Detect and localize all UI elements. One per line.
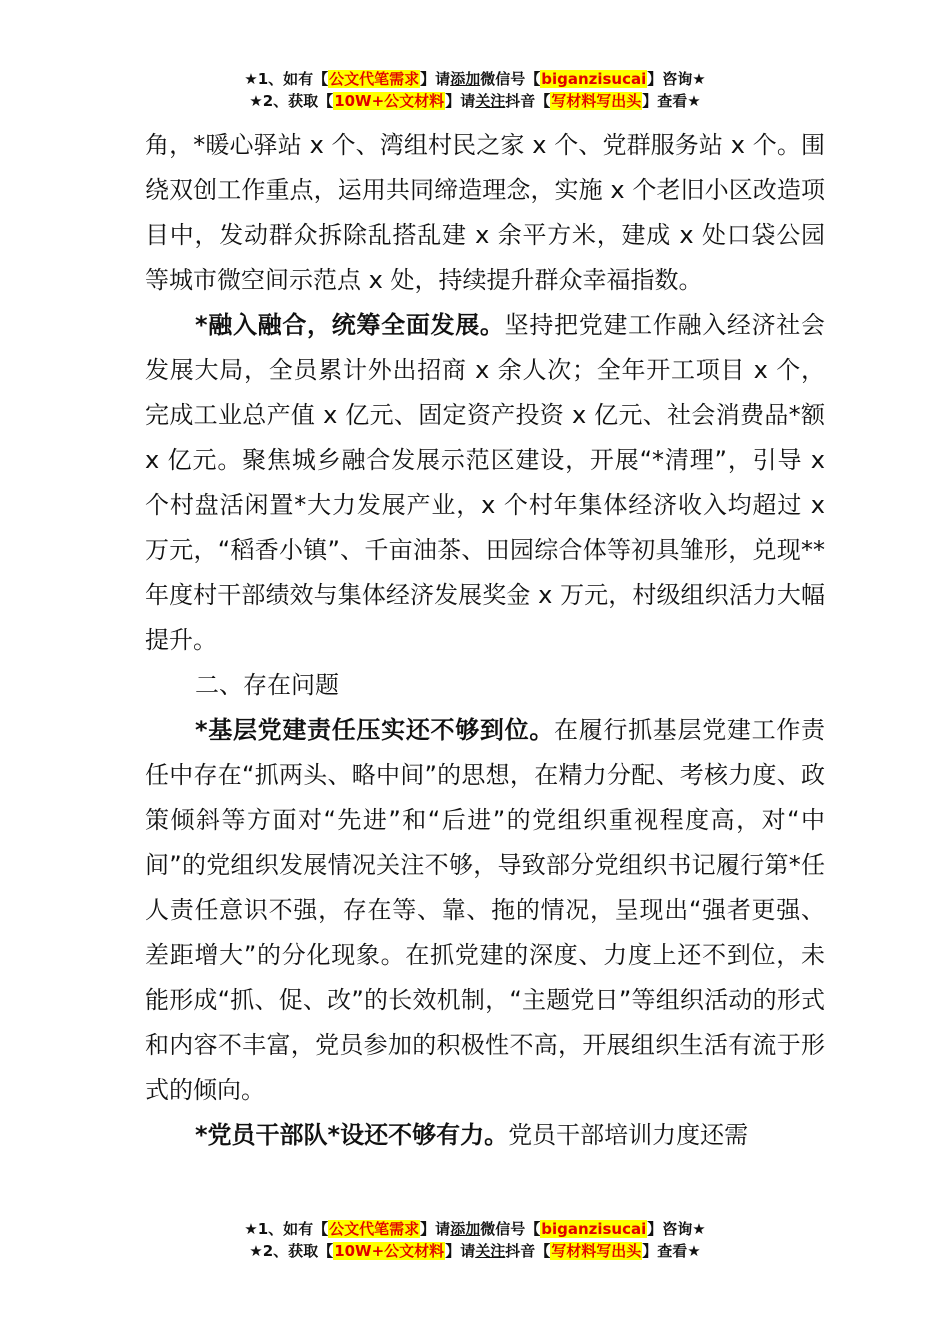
- footer-highlight-service: 公文代笔需求: [329, 1220, 420, 1238]
- paragraph-3: *基层党建责任压实还不够到位。在履行抓基层党建工作责任中存在“抓两头、略中间”的思想，在精力分配、考核力度、政策倾斜等方面对“先进”和“后进”的党组织重视程度高，对“中间”的党组织发展情况关注不够，导致部分党组织书记履行第*任人责任意识不强，存在等、靠、拖的情况，呈现出“强者更强、差距增大”的分化现象。在抓党建的深度、力度上还不到位，未能形成“抓、促、改”的长效机制，“主题党日”等组织活动的形式和内容不丰富，党员参加的积极性不高，开展组织生活有流于形式的倾向。: [145, 716, 825, 1104]
- footer-line-1: ★1、如有【公文代笔需求】请添加微信号【biganzisucai】咨询★: [244, 1220, 706, 1238]
- highlight-service: 公文代笔需求: [329, 70, 420, 88]
- paragraph-2-lead: *融入融合，统筹全面发展。: [195, 311, 505, 339]
- footer-banner: [0, 1218, 950, 1262]
- highlight-wechat-id: biganzisucai: [541, 70, 647, 88]
- highlight-douyin-account: 写材料写出头: [551, 92, 642, 110]
- paragraph-4-lead: *党员干部队*设还不够有力。: [195, 1121, 509, 1149]
- section-heading-2: 二、存在问题: [195, 671, 339, 699]
- banner-line-1: ★1、如有【公文代笔需求】请添加微信号【biganzisucai】咨询★: [244, 70, 706, 88]
- paragraph-2: *融入融合，统筹全面发展。坚持把党建工作融入经济社会发展大局，全员累计外出招商 x 余人次；全年开工项目 x 个，完成工业总产值 x 亿元、固定资产投资 x 亿元、社会消费品*额 x 亿元。聚焦城乡融合发展示范区建设，开展“*清理”，引导 x 个村盘活闲置*大力发展产业，x 个村年集体经济收入均超过 x 万元，“稻香小镇”、千亩油茶、田园综合体等初具雏形，兑现**年度村干部绩效与集体经济发展奖金 x 万元，村级组织活力大幅提升。: [145, 311, 825, 654]
- header-banner: [0, 68, 950, 112]
- footer-highlight-wechat-id: biganzisucai: [541, 1220, 647, 1238]
- paragraph-1: 角，*暖心驿站 x 个、湾组村民之家 x 个、党群服务站 x 个。围绕双创工作重点，运用共同缔造理念，实施 x 个老旧小区改造项目中，发动群众拆除乱搭乱建 x 余平方米，建成 x 处口袋公园等城市微空间示范点 x 处，持续提升群众幸福指数。: [145, 131, 825, 294]
- document-body: [145, 123, 825, 1158]
- paragraph-3-lead: *基层党建责任压实还不够到位。: [195, 716, 555, 744]
- footer-highlight-materials: 10W+公文材料: [334, 1242, 445, 1260]
- paragraph-4: *党员干部队*设还不够有力。党员干部培训力度还需: [195, 1121, 749, 1149]
- footer-highlight-douyin-account: 写材料写出头: [551, 1242, 642, 1260]
- highlight-materials: 10W+公文材料: [334, 92, 445, 110]
- footer-line-2: ★2、获取【10W+公文材料】请关注抖音【写材料写出头】查看★: [249, 1242, 701, 1260]
- banner-line-2: ★2、获取【10W+公文材料】请关注抖音【写材料写出头】查看★: [249, 92, 701, 110]
